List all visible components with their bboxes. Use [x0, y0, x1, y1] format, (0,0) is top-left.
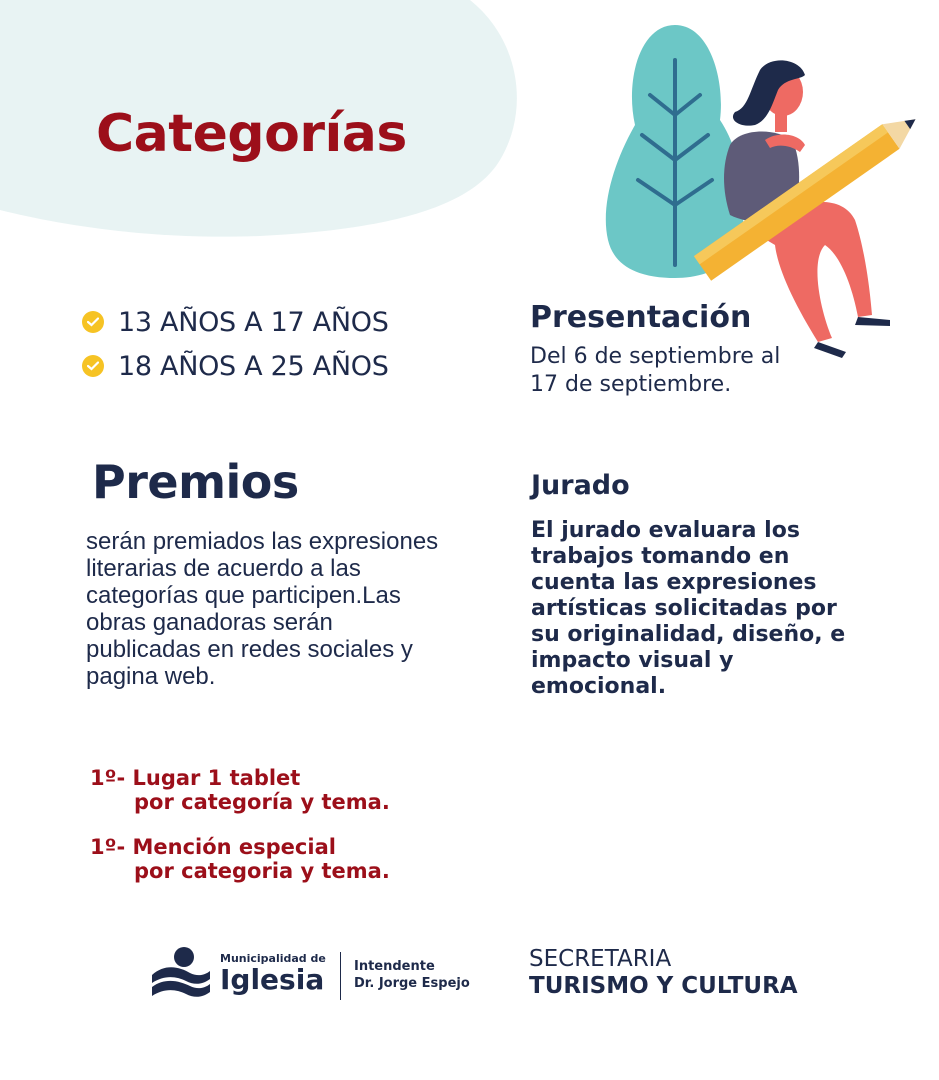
age-range-label: 18 AÑOS A 25 AÑOS [118, 350, 389, 382]
footer-divider [340, 952, 341, 1000]
prize-line-2: por categoria y tema. [134, 859, 390, 883]
check-icon [82, 355, 104, 377]
presentation-heading: Presentación [530, 300, 752, 335]
wave-logo-icon [150, 945, 212, 1001]
age-categories-list [82, 300, 389, 388]
presentation-line-1: Del 6 de septiembre al [530, 344, 781, 369]
presentation-dates [530, 343, 840, 399]
prize-first [90, 766, 390, 814]
presentation-line-2: 17 de septiembre. [530, 372, 732, 397]
jury-heading: Jurado [531, 470, 630, 501]
intendente-label: Intendente [354, 959, 435, 974]
municipality-logo [150, 945, 326, 1001]
intendente-block [354, 958, 470, 992]
prize-line-1: Lugar 1 tablet [132, 766, 301, 790]
municipality-name: Iglesia [220, 962, 325, 996]
check-icon [82, 311, 104, 333]
intendente-name: Dr. Jorge Espejo [354, 976, 470, 991]
municipality-label: Municipalidad de [220, 951, 326, 965]
prize-prefix: 1º- [90, 835, 126, 859]
prizes-description: serán premiados las expresiones literarias de acuerdo a las categorías que participen.Las obras ganadoras serán publicadas en redes sociales y pagina web. [86, 528, 439, 690]
list-item [82, 300, 389, 344]
prize-line-1: Mención especial [132, 835, 336, 859]
secretaria-label: SECRETARIA [529, 946, 672, 972]
prize-line-2: por categoría y tema. [134, 790, 390, 814]
age-range-label: 13 AÑOS A 17 AÑOS [118, 306, 389, 338]
prize-prefix: 1º- [90, 766, 126, 790]
secretaria-block [529, 946, 798, 1000]
prizes-heading: Premios [92, 455, 299, 509]
jury-description: El jurado evaluara los trabajos tomando en cuenta las expresiones artísticas solicitadas por su originalidad, diseño, e impacto visual y emocional. [531, 518, 846, 699]
secretaria-name: TURISMO Y CULTURA [529, 973, 798, 999]
list-item [82, 344, 389, 388]
prize-second [90, 835, 390, 883]
page-title: Categorías [96, 104, 407, 164]
